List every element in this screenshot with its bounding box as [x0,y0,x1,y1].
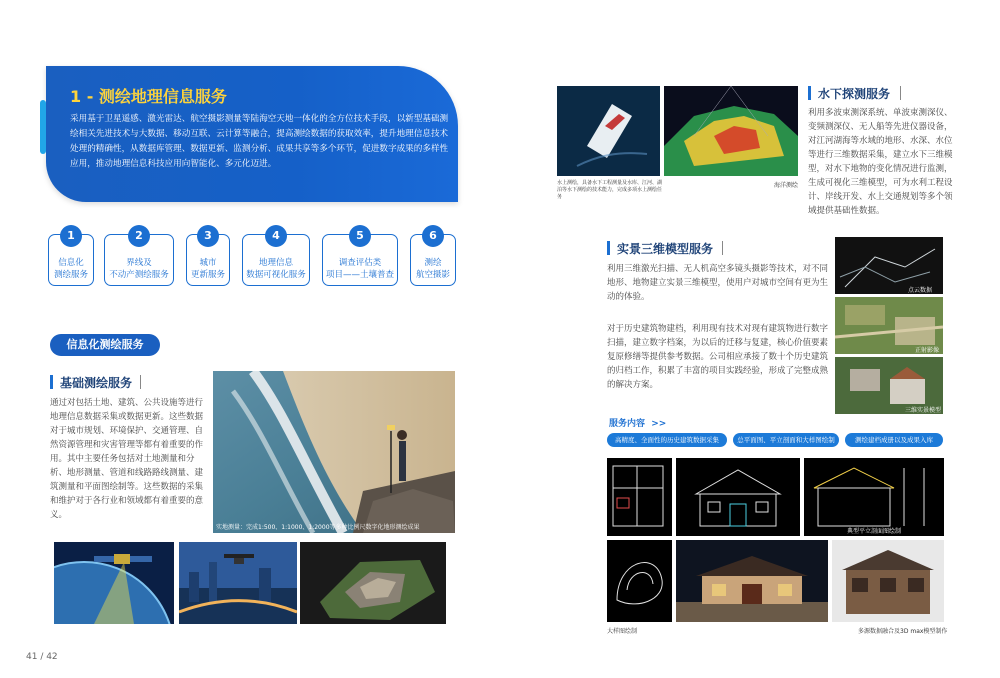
step-number: 1 [60,225,82,247]
step-label: 地理信息 数据可视化服务 [246,258,306,280]
basic-survey-text: 通过对包括土地、建筑、公共设施等进行地理信息数据采集或数据更新。这些数据对于城市规划、环境保护、交通管理、自然资源管理和灾害管理等都有着重要的作用。其中主要任务包括对土地测量和分析、地形测量、管道和线路路线测量、建筑测量和平面图绘制等。这些数据的采集和维护对于各行业和领域都有着重要的意义。 [50,398,204,520]
heading-divider [722,241,723,255]
step-number: 6 [422,225,444,247]
model3d-text-2: 对于历史建筑物建档，利用现有技术对现有建筑物进行数字扫描，建立数字档案，为以后的迁移与复建，核心价值要素复原修缮等提供参考数据。公司相应承接了数十个历史建筑的归档工作，积累了丰富的项目实践经验，形成了完整成熟的解决方案。 [607,324,829,390]
step-number: 3 [197,225,219,247]
underwater-heading: 水下探测服务 [818,87,891,101]
hero-intro-text: 采用基于卫星遥感、激光雷达、航空摄影测量等陆海空天地一体化的全方位技术手段，以新型基础测绘相关先进技术与大数据、移动互联、云计算等融合，提高测绘数据的获取效率，提升地理信息技术处理的精确性，从数据库管理、数据更新、监测分析、成果共享等多个环节，促进数字成果的多样性应用，推动地理信息科技应用向智能化、多元化迈进。 [70,114,449,169]
fusion-caption: 多源数据融合及3D max模型制作 [858,628,948,635]
step-number: 2 [128,225,150,247]
page-title: 1 - 测绘地理信息服务 [70,87,227,106]
floorplan-drawing [607,458,672,536]
model-label: 三维实景模型 [905,407,942,414]
step-label: 城市 更新服务 [190,258,225,280]
sonar-map-image [664,86,798,176]
point-cloud-label: 点云数据 [908,287,933,294]
model3d-heading: 实景三维模型服务 [617,242,714,256]
heading-bar [607,241,610,255]
section-pill: 信息化测绘服务 [50,334,160,356]
step-label: 界线及 不动产测绘服务 [109,258,169,280]
building-3d-model [832,540,944,622]
detail-caption: 大样图绘制 [607,628,638,635]
beach-survey-photo [213,371,455,533]
beach-photo-caption: 实地测量：完成1:500、1:1000、1:2000等多种比例尺数字化地形测绘成果 [216,524,420,531]
heading-divider [900,86,901,100]
underwater-text: 利用多波束测深系统、单波束测深仪、变频测深仪、无人船等先进仪器设备，对江河湖海等水域的地形、水深、水位等进行三维数据采集，建立水下三维模型，对水下地物的变化情况进行监测，生成可视化三维模型，可为水利工程设计、岸线开发、水上交通规划等多个领域提供基础性数据。 [808,108,953,216]
detail-drawing [607,540,672,622]
service-tag-3: 测绘建档成册以及成果入库 [845,433,943,447]
section-drawing-caption: 典型平立剖面图绘制 [847,528,902,535]
drone-city-image [179,542,297,624]
step-box-1 [48,229,94,286]
step-box-5 [322,229,398,286]
section-drawing [804,458,944,536]
heading-divider [140,375,141,389]
boat-caption: 水上测绘，具备水下工程测量及水库、江河、湖泊等水下测绘的技术能力，完成多项水上测绘任务 [557,180,663,200]
step-box-2 [104,229,174,286]
service-heading: 服务内容 >> [609,419,667,429]
survey-boat-image [557,86,660,176]
step-number: 4 [265,225,287,247]
step-box-4 [242,229,310,286]
step-label: 信息化 测绘服务 [53,258,88,280]
step-label: 调查评估类 项目——土壤普查 [325,258,394,280]
page-number: 41 / 42 [26,652,58,662]
satellite-image [54,542,174,624]
step-box-3 [186,229,230,286]
building-render [676,540,828,622]
service-tag-2: 总平面图、平立剖面和大样图绘制 [733,433,839,447]
ortho-label: 正射影像 [915,347,940,354]
step-number: 5 [349,225,371,247]
hero-accent-bar [40,100,46,154]
sonar-caption: 海洋测绘 [774,182,799,189]
heading-bar [808,86,811,100]
model3d-text-1: 利用三维激光扫描、无人机高空多镜头摄影等技术，对不同地形、地物建立实景三维模型，使用户对城市空间有更为生动的体验。 [607,264,829,302]
elevation-drawing [676,458,800,536]
step-box-6 [410,229,456,286]
step-label: 测绘 航空摄影 [415,258,450,280]
heading-bar [50,375,53,389]
service-tag-1: 高精度、全面性的历史建筑数据采集 [607,433,727,447]
aerial-model-image [300,542,446,624]
basic-survey-heading: 基础测绘服务 [60,376,133,390]
